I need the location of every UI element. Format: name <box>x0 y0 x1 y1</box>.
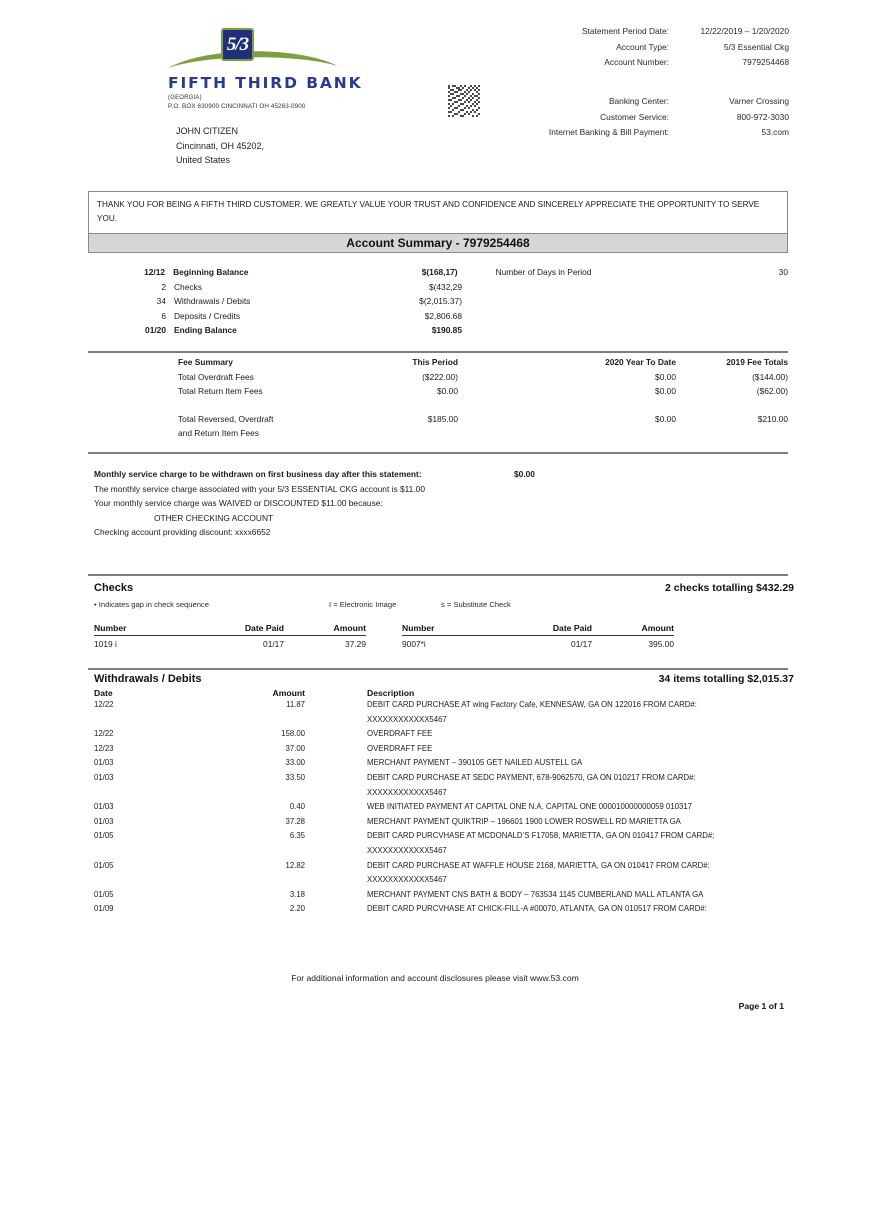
withdrawal-row <box>94 771 794 786</box>
meta-value: 800-972-3030 <box>736 111 789 122</box>
check-row <box>94 636 366 649</box>
withdrawal-row <box>94 815 794 830</box>
customer-country: United States <box>176 155 231 165</box>
check-number: 9007*i <box>402 639 426 649</box>
balance-amount: $2,806.68 <box>424 310 462 321</box>
legend-electronic-image: I = Electronic Image <box>329 600 397 609</box>
withdrawal-description-continued: XXXXXXXXXXXX5467 <box>367 845 447 855</box>
fee-header-row <box>88 357 788 372</box>
service-charge-line-3: Your monthly service charge was WAIVED or DISCOUNTED $11.00 because: <box>94 498 383 509</box>
withdrawal-amount: 12.82 <box>285 860 305 870</box>
withdrawal-description: DEBIT CARD PURCHASE AT SEDC PAYMENT, 678-9062570, GA ON 010217 FROM CARD#: <box>367 772 696 782</box>
statement-header <box>0 0 870 180</box>
balance-amount: $(432,29 <box>428 281 462 292</box>
withdrawal-date: 12/22 <box>94 700 114 709</box>
checks-col-number: Number <box>402 623 435 633</box>
days-in-period-value: 30 <box>778 267 788 277</box>
check-amount: 395.00 <box>648 639 674 649</box>
balance-label: Deposits / Credits <box>174 310 241 321</box>
withdrawal-amount: 6.35 <box>289 831 305 841</box>
withdrawal-date: 01/03 <box>94 816 114 826</box>
checks-col-amount: Amount <box>641 623 674 633</box>
withdrawal-row <box>94 902 794 917</box>
withdrawal-amount: 11.87 <box>286 700 305 709</box>
meta-row <box>369 40 789 56</box>
check-amount: 37.29 <box>345 639 366 649</box>
withdrawals-title: Withdrawals / Debits <box>94 673 202 685</box>
checks-total: 2 checks totalling $432.29 <box>665 582 794 594</box>
service-charge-reason: OTHER CHECKING ACCOUNT <box>154 512 274 523</box>
check-date: 01/17 <box>571 639 592 649</box>
balance-row <box>88 296 788 311</box>
checks-col-date: Date Paid <box>552 623 592 633</box>
fee-value: $0.00 <box>655 371 676 382</box>
withdrawals-header <box>94 673 794 685</box>
withdrawal-description: OVERDRAFT FEE <box>367 743 433 753</box>
withdrawal-date: 01/03 <box>94 772 114 782</box>
withdrawal-description-continued: XXXXXXXXXXXX5467 <box>367 875 447 885</box>
footer-note: For additional information and account disclosures please visit www.53.com <box>291 973 579 983</box>
fifth-third-badge-icon <box>221 28 254 61</box>
checks-column-left <box>94 623 366 649</box>
account-summary-balances <box>88 267 788 340</box>
page-number: Page 1 of 1 <box>738 1001 784 1011</box>
account-summary-title: Account Summary - 7979254468 <box>88 233 788 253</box>
checks-col-date: Date Paid <box>244 623 284 633</box>
fee-summary-header: Fee Summary <box>178 357 233 367</box>
checks-column-header <box>94 623 366 636</box>
balance-count: 34 <box>156 296 166 306</box>
checks-legend <box>94 600 794 609</box>
fee-label: Total Overdraft Fees <box>178 371 254 382</box>
checks-section <box>94 582 794 649</box>
meta-row <box>369 125 789 141</box>
withdrawal-description: MERCHANT PAYMENT CNS BATH & BODY – 763534 1145 CUMBERLAND MALL ATLANTA GA <box>367 889 704 899</box>
meta-label: Account Type: <box>616 41 669 52</box>
fee-row-reversed-cont <box>88 428 788 443</box>
withdrawals-col-amount: Amount <box>272 688 305 698</box>
meta-value: 53.com <box>761 127 789 137</box>
meta-label: Statement Period Date: <box>581 26 669 36</box>
fifth-third-badge-text: 5/3 <box>226 33 249 55</box>
bank-name: FIFTH THIRD BANK <box>168 74 363 92</box>
check-row <box>402 636 674 649</box>
fee-row-reversed <box>88 414 788 429</box>
balance-date: 01/20 <box>145 325 166 335</box>
withdrawals-col-date: Date <box>94 688 113 698</box>
meta-row <box>369 55 789 71</box>
withdrawals-column-headers <box>94 688 794 698</box>
withdrawal-date: 01/09 <box>94 904 114 914</box>
balance-amount: $(168,17) <box>421 267 458 277</box>
withdrawal-amount: 158.00 <box>281 729 305 739</box>
fee-col-prior-year: 2019 Fee Totals <box>726 357 788 367</box>
statement-meta-top <box>369 24 789 71</box>
withdrawal-date: 01/05 <box>94 860 114 870</box>
customer-address <box>176 124 264 168</box>
legend-substitute-check: s = Substitute Check <box>441 600 511 609</box>
balance-row <box>88 325 788 340</box>
balance-label: Beginning Balance <box>173 267 249 277</box>
customer-city-state-zip: Cincinnati, OH 45202, <box>176 140 265 151</box>
balance-row <box>88 267 788 282</box>
fee-value: ($222.00) <box>422 371 458 382</box>
fee-value: ($144.00) <box>752 371 788 382</box>
withdrawal-description: DEBIT CARD PURCVHASE AT MCDONALD’S F17058, MARIETTA, GA ON 010417 FROM CARD#: <box>367 831 715 841</box>
service-charge-amount: $0.00 <box>514 469 535 479</box>
withdrawal-date: 01/05 <box>94 831 114 841</box>
check-date: 01/17 <box>263 639 284 649</box>
service-charge-headline-row <box>94 467 794 482</box>
withdrawal-description: DEBIT CARD PURCHASE AT WAFFLE HOUSE 2168, MARIETTA, GA ON 010417 FROM CARD#: <box>367 860 710 870</box>
withdrawal-amount: 3.18 <box>289 889 305 899</box>
service-charge-headline: Monthly service charge to be withdrawn on first business day after this statement: <box>94 469 422 479</box>
withdrawal-date: 12/23 <box>94 743 114 753</box>
fee-value: $0.00 <box>437 386 458 396</box>
thank-you-notice: THANK YOU FOR BEING A FIFTH THIRD CUSTOMER. WE GREATLY VALUE YOUR TRUST AND CONFIDENCE AND SINCERELY APPRECIATE THE OPPORTUNITY TO SERVE YOU. <box>88 191 788 234</box>
fee-label-continued: and Return Item Fees <box>178 428 259 438</box>
meta-value: 12/22/2019 – 1/20/2020 <box>700 26 789 36</box>
legend-gap: • Indicates gap in check sequence <box>94 600 209 609</box>
divider <box>88 351 788 353</box>
fee-label: Total Reversed, Overdraft <box>178 413 274 424</box>
monthly-service-charge-section <box>94 467 794 540</box>
withdrawal-description: DEBIT CARD PURCVHASE AT CHICK-FILL-A #00070, ATLANTA, GA ON 010517 FROM CARD#: <box>367 904 707 914</box>
withdrawal-row <box>94 698 794 713</box>
balance-row <box>88 311 788 326</box>
fee-value: $0.00 <box>655 386 676 396</box>
withdrawal-amount: 2.20 <box>289 904 305 914</box>
balance-amount: $190.85 <box>431 325 462 335</box>
withdrawal-date: 01/03 <box>94 802 114 812</box>
fee-value: $185.00 <box>427 413 458 424</box>
checks-column-right <box>402 623 674 649</box>
withdrawal-date: 01/05 <box>94 889 114 899</box>
checks-col-amount: Amount <box>333 623 366 633</box>
meta-label: Internet Banking & Bill Payment: <box>548 127 669 137</box>
bank-logo-mark <box>168 28 398 72</box>
withdrawal-row <box>94 859 794 874</box>
fee-value: $0.00 <box>655 413 676 424</box>
withdrawal-amount: 37.28 <box>285 816 305 826</box>
withdrawal-amount: 33.00 <box>285 758 305 768</box>
withdrawal-description: MERCHANT PAYMENT – 390105 GET NAILED AUSTELL GA <box>367 758 583 768</box>
balance-amount: $(2,015.37) <box>419 296 462 306</box>
meta-row <box>369 110 789 126</box>
service-charge-discount-account: Checking account providing discount: xxxx6652 <box>94 527 271 538</box>
service-charge-line-2: The monthly service charge associated with your 5/3 ESSENTIAL CKG account is $11.00 <box>94 483 425 494</box>
checks-tables <box>94 623 794 649</box>
withdrawal-row <box>94 727 794 742</box>
fee-row <box>88 372 788 387</box>
meta-row <box>369 24 789 40</box>
balance-row <box>88 282 788 297</box>
checks-header <box>94 582 794 594</box>
fee-col-ytd: 2020 Year To Date <box>605 357 676 367</box>
days-in-period-label: Number of Days in Period <box>495 267 592 277</box>
withdrawal-row <box>94 829 794 844</box>
withdrawal-date: 01/03 <box>94 758 114 768</box>
meta-value: Varner Crossing <box>729 96 789 106</box>
divider <box>88 574 788 576</box>
withdrawal-amount: 0.40 <box>289 802 305 812</box>
withdrawal-description: DEBIT CARD PURCHASE AT wing Factory Cafe, KENNESAW, GA ON 122016 FROM CARD#: <box>367 700 697 709</box>
meta-label: Banking Center: <box>608 96 669 106</box>
bank-state: (GEORGIA) <box>168 95 202 101</box>
balance-count: 6 <box>161 310 166 321</box>
withdrawal-row <box>94 756 794 771</box>
withdrawal-description: MERCHANT PAYMENT QUIKTRIP – 196601 1900 LOWER ROSWELL RD MARIETTA GA <box>367 816 681 826</box>
balance-label: Checks <box>174 281 202 292</box>
check-number: 1019 i <box>94 639 117 649</box>
meta-label: Customer Service: <box>600 111 669 122</box>
customer-name: JOHN CITIZEN <box>176 126 238 136</box>
meta-value: 7979254468 <box>742 57 789 67</box>
meta-value: 5/3 Essential Ckg <box>723 41 789 52</box>
withdrawal-row <box>94 742 794 757</box>
withdrawal-row <box>94 888 794 903</box>
withdrawal-date: 12/22 <box>94 729 114 739</box>
withdrawals-total: 34 items totalling $2,015.37 <box>658 673 794 685</box>
withdrawal-description-continued: XXXXXXXXXXXX5467 <box>367 714 447 724</box>
checks-column-header <box>402 623 674 636</box>
fee-summary-table <box>88 357 788 443</box>
balance-count: 2 <box>161 281 166 292</box>
divider <box>88 452 788 454</box>
checks-col-number: Number <box>94 623 127 633</box>
withdrawal-row <box>94 800 794 815</box>
fee-value: $210.00 <box>757 413 788 424</box>
withdrawal-amount: 33.50 <box>285 772 305 782</box>
bank-po-box: P.O. BOX 630900 CINCINNATI OH 45263-0900 <box>168 103 306 110</box>
fee-label: Total Return Item Fees <box>178 386 263 396</box>
statement-meta-bottom <box>369 94 789 141</box>
checks-title: Checks <box>94 582 134 594</box>
withdrawal-description-continued: XXXXXXXXXXXX5467 <box>367 787 447 797</box>
balance-label: Ending Balance <box>174 325 237 335</box>
fee-col-this-period: This Period <box>412 357 458 367</box>
meta-row <box>369 94 789 110</box>
withdrawal-amount: 37.00 <box>285 743 305 753</box>
withdrawals-col-description: Description <box>367 688 415 698</box>
balance-date: 12/12 <box>144 267 166 277</box>
withdrawal-description: OVERDRAFT FEE <box>367 729 433 739</box>
balance-label: Withdrawals / Debits <box>174 296 251 306</box>
withdrawal-description: WEB INITIATED PAYMENT AT CAPITAL ONE N.A. CAPITAL ONE 000010000000059 010317 <box>367 802 693 812</box>
meta-label: Account Number: <box>604 57 669 67</box>
withdrawals-rows <box>94 698 794 917</box>
divider <box>88 668 788 670</box>
withdrawals-section <box>94 673 794 917</box>
fee-row <box>88 386 788 401</box>
fee-value: ($62.00) <box>756 386 788 396</box>
